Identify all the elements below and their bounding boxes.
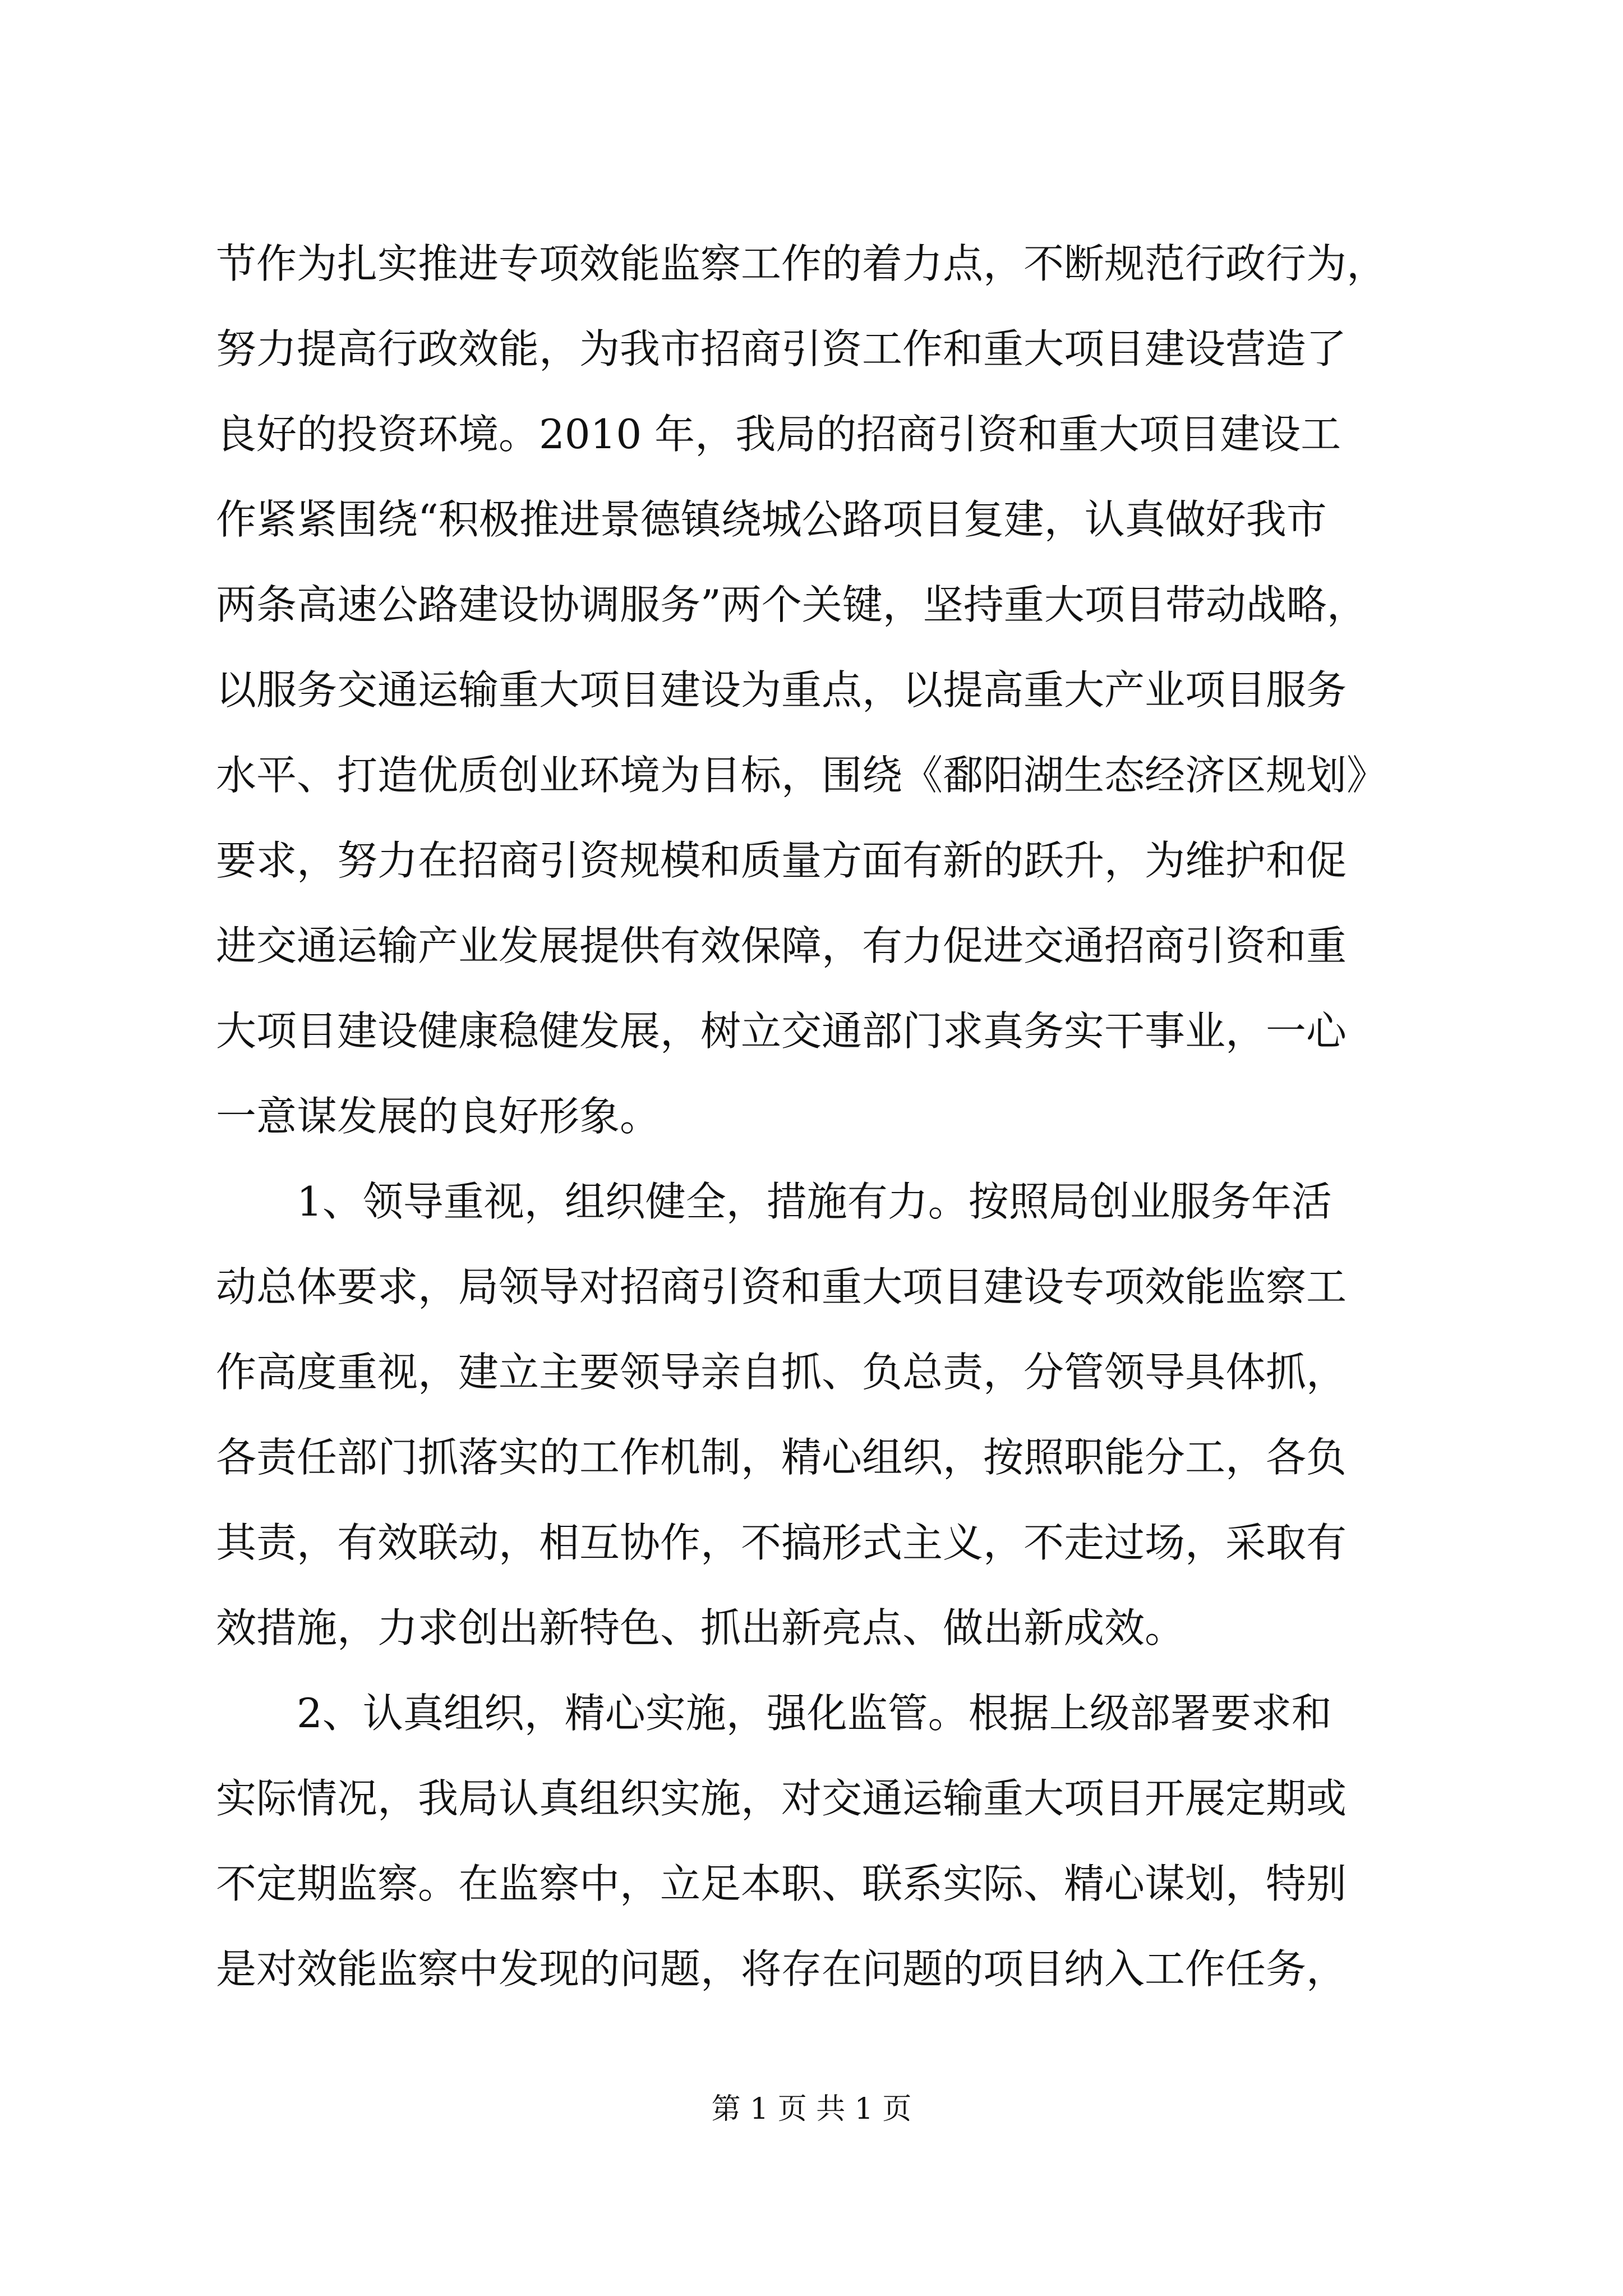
text-line: 努力提高行政效能，为我市招商引资工作和重大项目建设营造了 [216,325,1347,372]
page-number-footer: 第 1 页 共 1 页 [711,2092,912,2126]
text-line: 实际情况，我局认真组织实施，对交通运输重大项目开展定期或 [216,1775,1347,1822]
text-line: 其责，有效联动，相互协作，不搞形式主义，不走过场，采取有 [216,1519,1347,1566]
text-line: 大项目建设健康稳健发展，树立交通部门求真务实干事业，一心 [216,1007,1347,1055]
text-line: 1、领导重视，组织健全，措施有力。按照局创业服务年活 [216,1178,1332,1225]
text-line: 2、认真组织，精心实施，强化监管。根据上级部署要求和 [216,1690,1332,1737]
text-line: 动总体要求，局领导对招商引资和重大项目建设专项效能监察工 [216,1263,1347,1310]
text-line: 两条高速公路建设协调服务”两个关键，坚持重大项目带动战略， [216,581,1367,628]
text-line: 节作为扎实推进专项效能监察工作的着力点，不断规范行政行为， [216,240,1387,287]
text-line: 良好的投资环境。2010 年，我局的招商引资和重大项目建设工 [216,411,1341,458]
text-line: 一意谋发展的良好形象。 [216,1093,661,1140]
text-line: 是对效能监察中发现的问题，将存在问题的项目纳入工作任务， [216,1945,1347,1993]
text-line: 各责任部门抓落实的工作机制，精心组织，按照职能分工，各负 [216,1434,1347,1481]
text-line: 进交通运输产业发展提供有效保障，有力促进交通招商引资和重 [216,922,1347,969]
text-line: 水平、打造优质创业环境为目标，围绕《鄱阳湖生态经济区规划》 [216,752,1387,799]
text-line: 以服务交通运输重大项目建设为重点，以提高重大产业项目服务 [216,666,1347,714]
text-line: 作紧紧围绕“积极推进景德镇绕城公路项目复建，认真做好我市 [216,496,1327,543]
text-line: 不定期监察。在监察中，立足本职、联系实际、精心谋划，特别 [216,1860,1347,1907]
text-line: 要求，努力在招商引资规模和质量方面有新的跃升，为维护和促 [216,837,1347,884]
text-line: 作高度重视，建立主要领导亲自抓、负总责，分管领导具体抓， [216,1349,1347,1396]
text-line: 效措施，力求创出新特色、抓出新亮点、做出新成效。 [216,1604,1186,1651]
